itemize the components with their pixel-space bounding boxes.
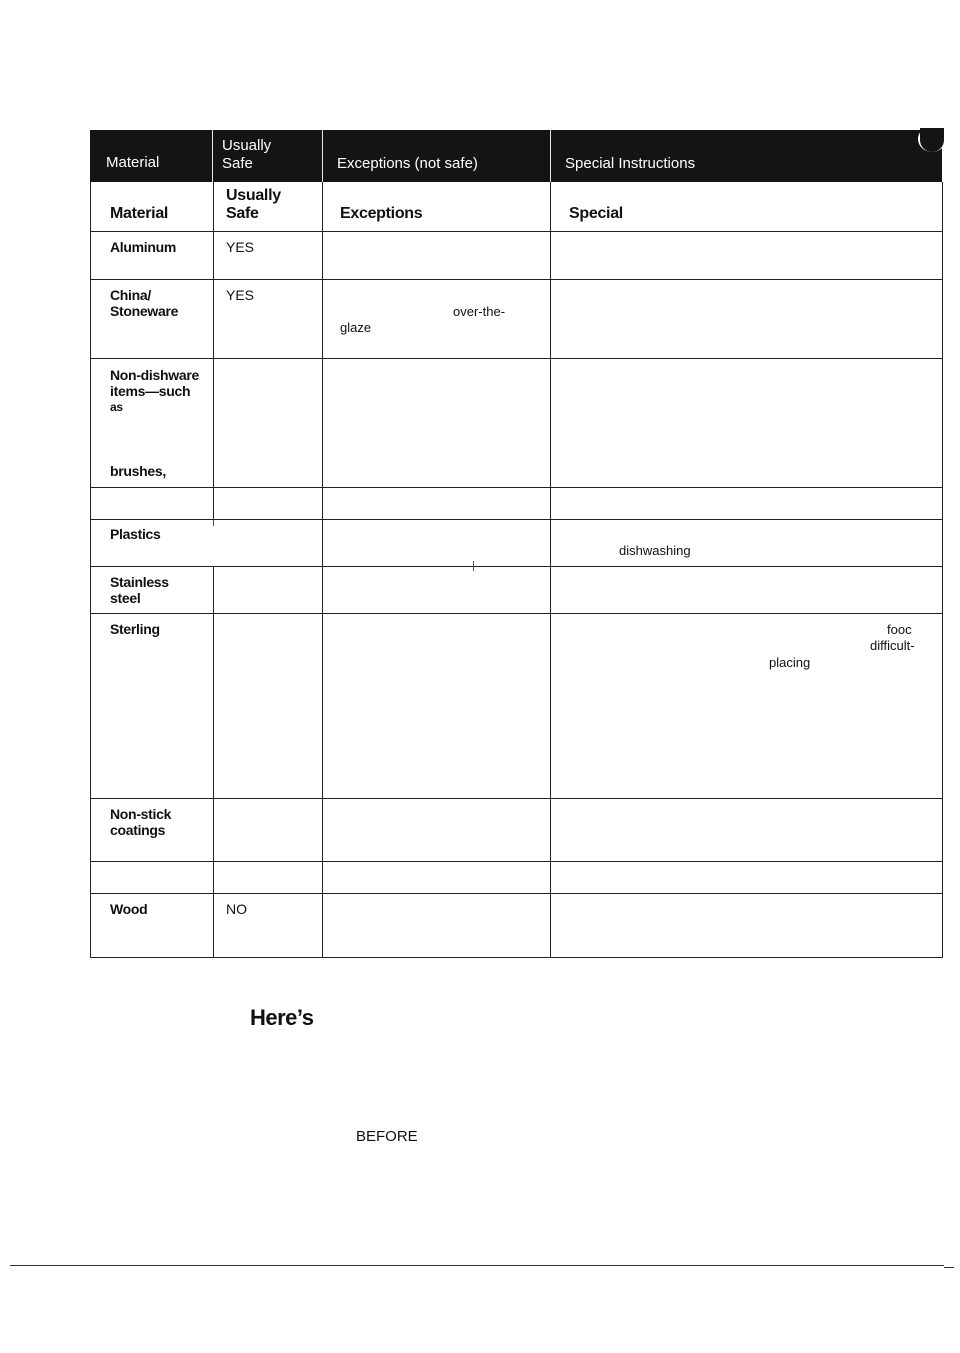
material-nondishware: brushes, <box>110 463 166 479</box>
column-divider <box>213 182 214 520</box>
header-divider <box>212 130 213 182</box>
row-divider <box>90 893 942 894</box>
exception-china-fragment: over-the- <box>453 304 506 319</box>
material-steel: steel <box>110 590 141 606</box>
material-stoneware: Stoneware <box>110 303 179 319</box>
material-nondishware: items—such <box>110 383 191 399</box>
header-divider <box>322 130 323 182</box>
material-nondishware: as <box>110 400 123 414</box>
material-china: China/ <box>110 287 151 303</box>
special-sterling-fragment: placing <box>769 655 811 670</box>
row-divider <box>90 798 942 799</box>
material-nondishware: Non-dishware <box>110 367 199 383</box>
material-aluminum: Aluminum <box>110 239 177 255</box>
row-divider <box>90 279 942 280</box>
special-sterling-fragment: difficult- <box>870 638 915 653</box>
material-sterling: Sterling <box>110 621 160 637</box>
stray-mark <box>473 561 474 571</box>
header-special: Special Instructions <box>565 155 696 172</box>
footer-rule-tail <box>944 1267 954 1268</box>
table-border-right <box>942 182 943 958</box>
row-divider <box>90 613 942 614</box>
section-heading-fragment: Here’s <box>250 1005 314 1030</box>
header-usually-safe: Usually Safe <box>222 137 272 172</box>
header-material: Material <box>106 154 160 171</box>
material-plastics: Plastics <box>110 526 161 542</box>
header-divider <box>550 130 551 182</box>
row-divider <box>90 566 942 567</box>
column-divider <box>322 182 323 958</box>
safe-wood: NO <box>226 901 247 917</box>
safe-china: YES <box>226 287 255 303</box>
row-divider <box>90 861 942 862</box>
column-divider <box>213 566 214 958</box>
corner-dot <box>920 128 944 152</box>
material-nonstick: Non-stick <box>110 806 172 822</box>
table-header <box>90 130 942 182</box>
faded-header-special: Special <box>569 205 623 222</box>
footer-rule <box>10 1265 944 1266</box>
material-stainless: Stainless <box>110 574 169 590</box>
special-sterling-fragment: fooc <box>887 622 912 637</box>
row-divider <box>90 487 942 488</box>
safe-aluminum: YES <box>226 239 255 255</box>
table-border-bottom <box>90 957 942 958</box>
faded-header-safe: Safe <box>226 205 259 222</box>
header-exceptions: Exceptions (not safe) <box>337 155 478 172</box>
row-divider <box>90 231 942 232</box>
material-coatings: coatings <box>110 822 166 838</box>
table-border-left <box>90 182 91 958</box>
column-divider <box>550 182 551 958</box>
faded-header-material: Material <box>110 205 169 222</box>
body-text-fragment: BEFORE <box>356 1128 418 1145</box>
row-divider <box>90 519 942 520</box>
faded-header-usually: Usually <box>226 187 281 204</box>
exception-china-fragment: glaze <box>340 320 372 335</box>
row-divider <box>90 358 942 359</box>
material-wood: Wood <box>110 901 148 917</box>
faded-header-exceptions: Exceptions <box>340 205 423 222</box>
special-plastics-fragment: dishwashing <box>619 543 691 558</box>
